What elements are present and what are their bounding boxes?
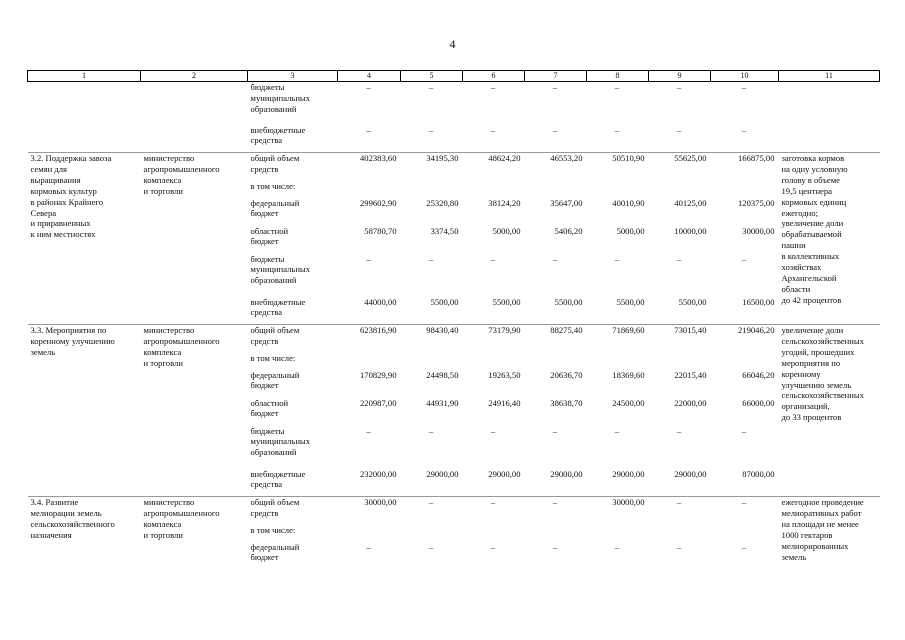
- value-cell: [525, 353, 587, 370]
- value-cell: [463, 525, 525, 542]
- value-cell: 219046,20: [711, 325, 779, 353]
- value-cell: 18369,60: [612, 369, 645, 380]
- value-cell: 98430,40: [401, 325, 463, 353]
- value-cell: [649, 525, 711, 542]
- value-cell: –: [676, 425, 682, 436]
- value-cell: 5500,00: [678, 296, 707, 307]
- value-cell: 299602,90: [359, 197, 397, 208]
- source-cell: внебюджетные средства: [250, 296, 306, 318]
- value-cell: 402383,60: [338, 153, 401, 181]
- value-cell: 3374,50: [430, 225, 459, 236]
- value-cell: 71869,60: [587, 325, 649, 353]
- value-cell: [587, 353, 649, 370]
- value-cell: 38124,20: [488, 197, 521, 208]
- responsible-cell: [141, 125, 248, 153]
- result-cell: [779, 82, 880, 125]
- expected-result: ежегодное проведение мелиоративных работ на площади не менее 1000 гектаров мелиорированных земель: [779, 497, 880, 570]
- column-header: 9: [649, 71, 711, 82]
- value-cell: [587, 525, 649, 542]
- value-cell: 58780,70: [364, 225, 397, 236]
- source-cell: федеральный бюджет: [250, 197, 300, 219]
- value-cell: 34195,30: [401, 153, 463, 181]
- source-cell: областной бюджет: [250, 397, 289, 419]
- table-row: [28, 325, 880, 353]
- value-cell: [463, 353, 525, 370]
- value-cell: –: [366, 82, 371, 92]
- value-cell: 29000,00: [674, 468, 707, 479]
- value-cell: 5500,00: [430, 296, 459, 307]
- value-cell: –: [490, 82, 496, 92]
- value-cell: 5000,00: [616, 225, 645, 236]
- column-header: 2: [141, 71, 248, 82]
- value-cell: 5500,00: [492, 296, 521, 307]
- expected-result: заготовка кормов на одну условную голову в объеме 19,5 центнера кормовых единиц ежегодно; увеличение доли обрабатываемой пашни в коллективных хозяйствах Архангельской области до 42 процентов: [779, 153, 880, 325]
- value-cell: 46553,20: [525, 153, 587, 181]
- value-cell: 19263,50: [488, 369, 521, 380]
- program-name: 3.4. Развитие мелиорации земель сельскохозяйственного назначения: [28, 497, 141, 570]
- value-cell: 10000,00: [674, 225, 707, 236]
- source-cell: федеральный бюджет: [250, 541, 300, 563]
- program-name: 3.2. Поддержка завоза семян для выращивания кормовых культур в районах Крайнего Севера и приравненных к ним местностях: [28, 153, 141, 325]
- value-cell: [525, 525, 587, 542]
- program-cell: [28, 82, 141, 125]
- value-cell: –: [614, 253, 620, 264]
- result-cell: [779, 125, 880, 153]
- value-cell: –: [614, 425, 620, 436]
- value-cell: –: [711, 497, 779, 525]
- value-cell: –: [428, 425, 434, 436]
- value-cell: –: [490, 253, 496, 264]
- value-cell: 24916,40: [488, 397, 521, 408]
- column-header: 4: [338, 71, 401, 82]
- value-cell: 5000,00: [492, 225, 521, 236]
- value-cell: 55625,00: [649, 153, 711, 181]
- source-cell: в том числе:: [250, 524, 296, 535]
- value-cell: 220987,00: [359, 397, 397, 408]
- value-cell: 38638,70: [550, 397, 583, 408]
- value-cell: 35647,00: [550, 197, 583, 208]
- table-row: [28, 125, 880, 153]
- value-cell: –: [741, 82, 747, 92]
- value-cell: 40010,90: [612, 197, 645, 208]
- source-cell: федеральный бюджет: [250, 369, 300, 391]
- column-header: 3: [248, 71, 338, 82]
- value-cell: –: [552, 82, 558, 92]
- value-cell: –: [552, 425, 558, 436]
- source-cell: областной бюджет: [250, 225, 289, 247]
- value-cell: –: [741, 541, 747, 552]
- value-cell: 50510,90: [587, 153, 649, 181]
- value-cell: [401, 353, 463, 370]
- value-cell: 22000,00: [674, 397, 707, 408]
- responsible-executor: министерство агропромышленного комплекса и торговли: [141, 153, 248, 325]
- value-cell: 5406,20: [554, 225, 583, 236]
- value-cell: –: [614, 541, 620, 552]
- value-cell: 29000,00: [612, 468, 645, 479]
- value-cell: –: [649, 497, 711, 525]
- page-number: 4: [449, 37, 456, 51]
- value-cell: [587, 181, 649, 198]
- source-cell: общий объем средств: [248, 153, 338, 181]
- value-cell: 87000,00: [742, 468, 775, 479]
- value-cell: 44000,00: [364, 296, 397, 307]
- program-cell: [28, 125, 141, 153]
- table-row: [28, 82, 880, 125]
- value-cell: 16500,00: [742, 296, 775, 307]
- value-cell: [338, 181, 401, 198]
- column-header: 6: [463, 71, 525, 82]
- source-cell: общий объем средств: [248, 497, 338, 525]
- value-cell: 66000,00: [742, 397, 775, 408]
- table-row: [28, 497, 880, 525]
- source-cell: общий объем средств: [248, 325, 338, 353]
- value-cell: –: [525, 497, 587, 525]
- value-cell: 73179,90: [463, 325, 525, 353]
- value-cell: 44931,90: [426, 397, 459, 408]
- column-header: 11: [779, 71, 880, 82]
- budget-table: [27, 70, 880, 570]
- value-cell: 30000,00: [587, 497, 649, 525]
- value-cell: –: [676, 124, 682, 135]
- value-cell: [463, 181, 525, 198]
- value-cell: –: [676, 253, 682, 264]
- value-cell: –: [428, 253, 434, 264]
- source-cell: бюджеты муниципальных образований: [250, 253, 310, 286]
- value-cell: –: [428, 82, 434, 92]
- source-cell: внебюджетные средства: [250, 124, 306, 146]
- value-cell: –: [741, 425, 747, 436]
- value-cell: –: [676, 541, 682, 552]
- value-cell: 170829,90: [359, 369, 397, 380]
- responsible-executor: министерство агропромышленного комплекса и торговли: [141, 325, 248, 497]
- source-cell: бюджеты муниципальных образований: [250, 425, 310, 458]
- value-cell: 120375,00: [737, 197, 775, 208]
- value-cell: 48624,20: [463, 153, 525, 181]
- responsible-cell: [141, 82, 248, 125]
- table-row: [28, 153, 880, 181]
- value-cell: –: [490, 541, 496, 552]
- value-cell: –: [552, 541, 558, 552]
- value-cell: [338, 353, 401, 370]
- responsible-executor: министерство агропромышленного комплекса и торговли: [141, 497, 248, 570]
- value-cell: –: [428, 124, 434, 135]
- value-cell: [525, 181, 587, 198]
- column-number-row: [28, 71, 880, 82]
- value-cell: –: [463, 497, 525, 525]
- value-cell: –: [614, 124, 620, 135]
- column-header: 7: [525, 71, 587, 82]
- expected-result: увеличение доли сельскохозяйственных угодий, прошедших мероприятия по коренному улучшению земель сельскохозяйственных организаций, до 33 процентов: [779, 325, 880, 497]
- value-cell: –: [741, 253, 747, 264]
- value-cell: 88275,40: [525, 325, 587, 353]
- value-cell: 30000,00: [742, 225, 775, 236]
- value-cell: 24498,50: [426, 369, 459, 380]
- value-cell: 25320,80: [426, 197, 459, 208]
- value-cell: –: [401, 497, 463, 525]
- value-cell: [401, 525, 463, 542]
- source-cell: в том числе:: [250, 180, 296, 191]
- value-cell: 623816,90: [338, 325, 401, 353]
- column-header: 8: [587, 71, 649, 82]
- value-cell: [649, 181, 711, 198]
- value-cell: –: [366, 541, 371, 552]
- value-cell: –: [366, 425, 371, 436]
- column-header: 10: [711, 71, 779, 82]
- value-cell: 30000,00: [338, 497, 401, 525]
- column-header: 5: [401, 71, 463, 82]
- value-cell: 166875,00: [711, 153, 779, 181]
- value-cell: [711, 353, 779, 370]
- value-cell: –: [676, 82, 682, 92]
- source-cell: в том числе:: [250, 352, 296, 363]
- value-cell: –: [490, 425, 496, 436]
- value-cell: 232000,00: [359, 468, 397, 479]
- source-cell: внебюджетные средства: [250, 468, 306, 490]
- value-cell: 29000,00: [426, 468, 459, 479]
- value-cell: [649, 353, 711, 370]
- value-cell: 29000,00: [488, 468, 521, 479]
- value-cell: –: [552, 253, 558, 264]
- value-cell: –: [552, 124, 558, 135]
- source-cell: бюджеты муниципальных образований: [250, 82, 310, 114]
- program-name: 3.3. Мероприятия по коренному улучшению земель: [28, 325, 141, 497]
- value-cell: –: [366, 253, 371, 264]
- value-cell: –: [428, 541, 434, 552]
- value-cell: –: [490, 124, 496, 135]
- value-cell: 40125,00: [674, 197, 707, 208]
- value-cell: 73015,40: [649, 325, 711, 353]
- value-cell: –: [366, 124, 371, 135]
- value-cell: 66046,20: [742, 369, 775, 380]
- value-cell: –: [741, 124, 747, 135]
- column-header: 1: [28, 71, 141, 82]
- value-cell: [711, 181, 779, 198]
- value-cell: 29000,00: [550, 468, 583, 479]
- value-cell: [711, 525, 779, 542]
- value-cell: 5500,00: [616, 296, 645, 307]
- value-cell: [401, 181, 463, 198]
- value-cell: 5500,00: [554, 296, 583, 307]
- value-cell: 20636,70: [550, 369, 583, 380]
- value-cell: –: [614, 82, 620, 92]
- value-cell: 24500,00: [612, 397, 645, 408]
- value-cell: [338, 525, 401, 542]
- value-cell: 22015,40: [674, 369, 707, 380]
